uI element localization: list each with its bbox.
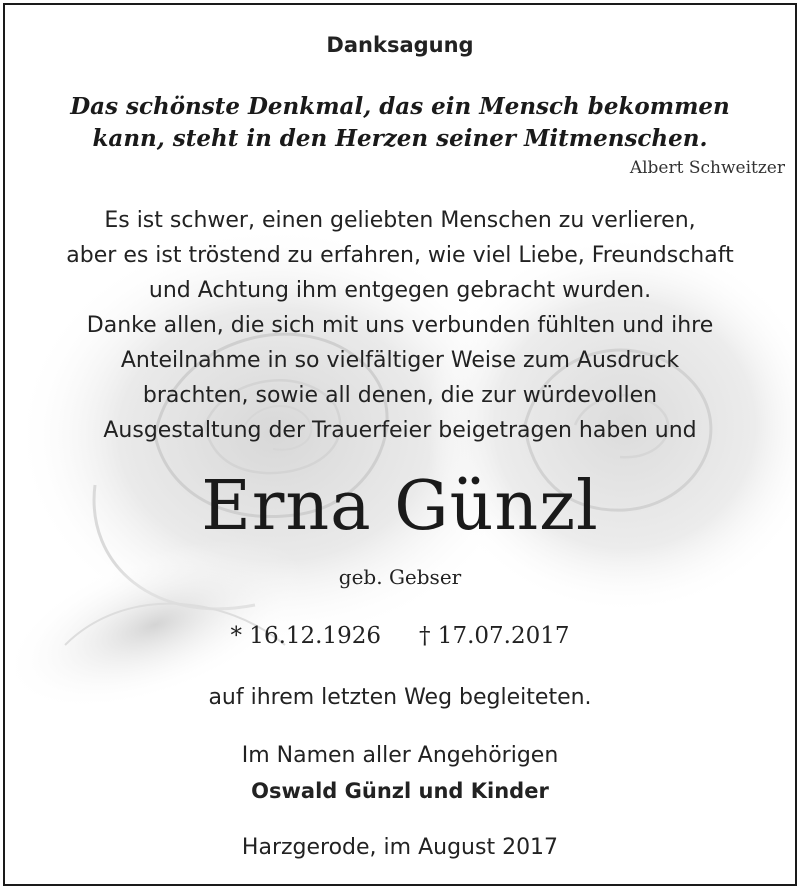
body-line: Anteilnahme in so vielfältiger Weise zum Ausdruck <box>120 348 680 373</box>
quote-author: Albert Schweitzer <box>629 158 785 178</box>
life-dates <box>5 623 795 649</box>
notice-content <box>5 5 795 884</box>
quote-line-2: kann, steht in den Herzen seiner Mitmenschen. <box>92 125 708 152</box>
birth-name: geb. Gebser <box>338 565 462 589</box>
closing-line: auf ihrem letzten Weg begleiteten. <box>208 685 592 710</box>
body-line: Ausgestaltung der Trauerfeier beigetragen haben und <box>103 418 697 443</box>
body-line: brachten, sowie all denen, die zur würdevollen <box>142 383 658 408</box>
deceased-name: Erna Günzl <box>201 467 599 546</box>
notice-heading: Danksagung <box>326 33 474 57</box>
death-date: † 17.07.2017 <box>419 623 570 649</box>
birth-date: * 16.12.1926 <box>230 623 381 649</box>
body-line: Danke allen, die sich mit uns verbunden fühlten und ihre <box>86 313 714 338</box>
body-line: Es ist schwer, einen geliebten Menschen zu verlieren, <box>104 208 696 233</box>
quote-line-1: Das schönste Denkmal, das ein Mensch bekommen <box>70 93 730 120</box>
body-line: aber es ist tröstend zu erfahren, wie viel Liebe, Freundschaft <box>66 243 734 268</box>
body-line: und Achtung ihm entgegen gebracht wurden. <box>148 278 652 303</box>
signature-names: Oswald Günzl und Kinder <box>251 779 549 803</box>
signature-intro: Im Namen aller Angehörigen <box>241 743 559 768</box>
place-and-date: Harzgerode, im August 2017 <box>241 835 559 860</box>
obituary-notice <box>3 3 797 886</box>
